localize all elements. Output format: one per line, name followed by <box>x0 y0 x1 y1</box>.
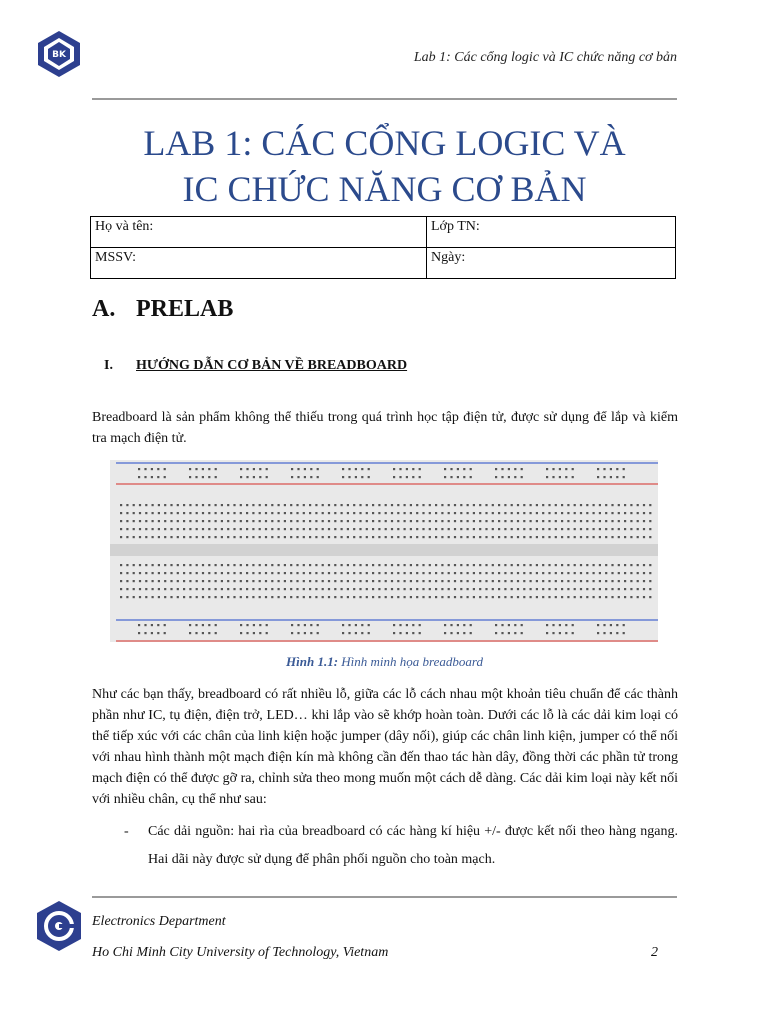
class-field-label[interactable]: Lớp TN: <box>427 217 676 248</box>
subsection-heading-i <box>104 358 407 374</box>
figure-label: Hình 1.1: <box>286 654 339 669</box>
running-header: Lab 1: Các cổng logic và IC chức năng cơ bản <box>413 50 677 65</box>
footer-divider <box>92 896 677 898</box>
title-line-1: LAB 1: CÁC CỔNG LOGIC VÀ <box>143 123 626 163</box>
bullet-item <box>124 818 678 874</box>
footer-department: Electronics Department <box>92 914 226 929</box>
subsection-number: I. <box>104 358 113 373</box>
bullet-dash: - <box>124 824 129 839</box>
page-number: 2 <box>651 945 658 960</box>
breadboard-illustration <box>110 460 658 642</box>
body-paragraph: Như các bạn thấy, breadboard có rất nhiều lỗ, giữa các lỗ cách nhau một khoản tiêu chuẩn để các thành phần như IC, tụ điện, điện trở, LED… khi lắp vào sẽ khớp hoàn toàn. Dưới các lỗ là các dải kim loại có thể tiếp xúc với các chân của linh kiện hoặc jumper (dây nối), giúp các chân linh kiện, jumper có thể nối với nhau hình thành một mạch điện kín mà không cần đến thao tác hàn dây, đồng thời các phần tử trong mạch điện có thể được gỡ ra, chỉnh sửa theo mong muốn một cách dễ dàng. Các dải kim loại này kết nối với nhiều chân, cụ thể như sau: <box>92 687 678 807</box>
student-info-table <box>90 216 676 279</box>
bk-logo <box>36 30 82 78</box>
figure-caption-text: Hình minh họa breadboard <box>341 654 483 669</box>
svg-text:BK: BK <box>52 50 66 60</box>
header-divider <box>92 98 677 100</box>
student-id-field-label[interactable]: MSSV: <box>91 248 427 279</box>
page-title <box>92 120 677 212</box>
title-line-2: IC CHỨC NĂNG CƠ BẢN <box>182 169 587 209</box>
subsection-title: HƯỚNG DẪN CƠ BẢN VỀ BREADBOARD <box>136 358 408 373</box>
section-number: A. <box>92 296 116 322</box>
table-row <box>91 217 676 248</box>
section-heading-a <box>92 296 233 323</box>
table-row <box>91 248 676 279</box>
section-title: PRELAB <box>136 296 234 322</box>
figure-caption <box>92 654 677 670</box>
department-logo <box>36 900 82 952</box>
intro-paragraph: Breadboard là sản phẩm không thể thiếu trong quá trình học tập điện tử, được sử dụng để lắp và kiểm tra mạch điện tử. <box>92 410 678 446</box>
footer-university: Ho Chi Minh City University of Technology, Vietnam <box>92 945 389 960</box>
bullet-text: Các dải nguồn: hai rìa của breadboard có các hàng kí hiệu +/- được kết nối theo hàng ngang. Hai dãi này được sử dụng để phân phối nguồn cho toàn mạch. <box>148 824 678 867</box>
date-field-label[interactable]: Ngày: <box>427 248 676 279</box>
name-field-label[interactable]: Họ và tên: <box>91 217 427 248</box>
